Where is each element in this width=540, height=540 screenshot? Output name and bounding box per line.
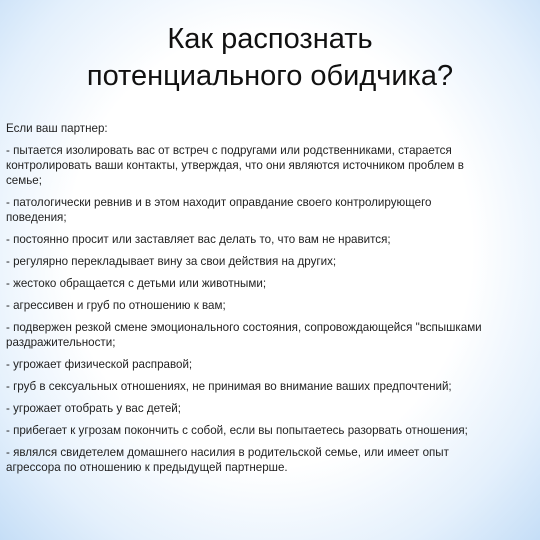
intro-text: Если ваш партнер: xyxy=(6,122,108,135)
list-item xyxy=(6,445,540,475)
list-item xyxy=(6,357,540,372)
list-item-line: контролировать ваши контакты, утверждая, что они являются источником проблем в xyxy=(6,159,464,172)
list-item-line: раздражительности; xyxy=(6,336,116,349)
list-item-line: - постоянно просит или заставляет вас делать то, что вам не нравится; xyxy=(6,233,391,246)
list-item xyxy=(6,320,540,350)
warning-signs-list xyxy=(6,121,540,482)
list-item-line: поведения; xyxy=(6,211,67,224)
list-item-line: - груб в сексуальных отношениях, не принимая во внимание ваших предпочтений; xyxy=(6,380,452,393)
list-item-line: - патологически ревнив и в этом находит оправдание своего контролирующего xyxy=(6,196,432,209)
list-item-line: - прибегает к угрозам покончить с собой, если вы попытаетесь разорвать отношения; xyxy=(6,424,468,437)
list-item-line: - агрессивен и груб по отношению к вам; xyxy=(6,299,226,312)
list-item-line: - подвержен резкой смене эмоционального состояния, сопровождающейся "вспышками xyxy=(6,321,482,334)
title-line-2: потенциального обидчика? xyxy=(86,60,454,92)
list-item xyxy=(6,379,540,394)
list-item-line: - угрожает физической расправой; xyxy=(6,358,193,371)
list-item xyxy=(6,298,540,313)
list-item-line: агрессора по отношению к предыдущей партнерше. xyxy=(6,461,288,474)
list-item-line: - пытается изолировать вас от встреч с подругами или родственниками, старается xyxy=(6,144,452,157)
list-item-line: - регулярно перекладывает вину за свои действия на других; xyxy=(6,255,337,268)
list-item xyxy=(6,232,540,247)
list-item xyxy=(6,143,540,188)
list-item xyxy=(6,401,540,416)
list-item xyxy=(6,423,540,438)
list-item-line: - являлся свидетелем домашнего насилия в родительской семье, или имеет опыт xyxy=(6,446,449,459)
list-item-line: - угрожает отобрать у вас детей; xyxy=(6,402,182,415)
title-line-1: Как распознать xyxy=(167,23,373,55)
list-item xyxy=(6,276,540,291)
list-item xyxy=(6,254,540,269)
list-item xyxy=(6,195,540,225)
list-item-line: - жестоко обращается с детьми или животными; xyxy=(6,277,267,290)
page-title xyxy=(0,21,540,95)
list-item-line: семье; xyxy=(6,174,42,187)
